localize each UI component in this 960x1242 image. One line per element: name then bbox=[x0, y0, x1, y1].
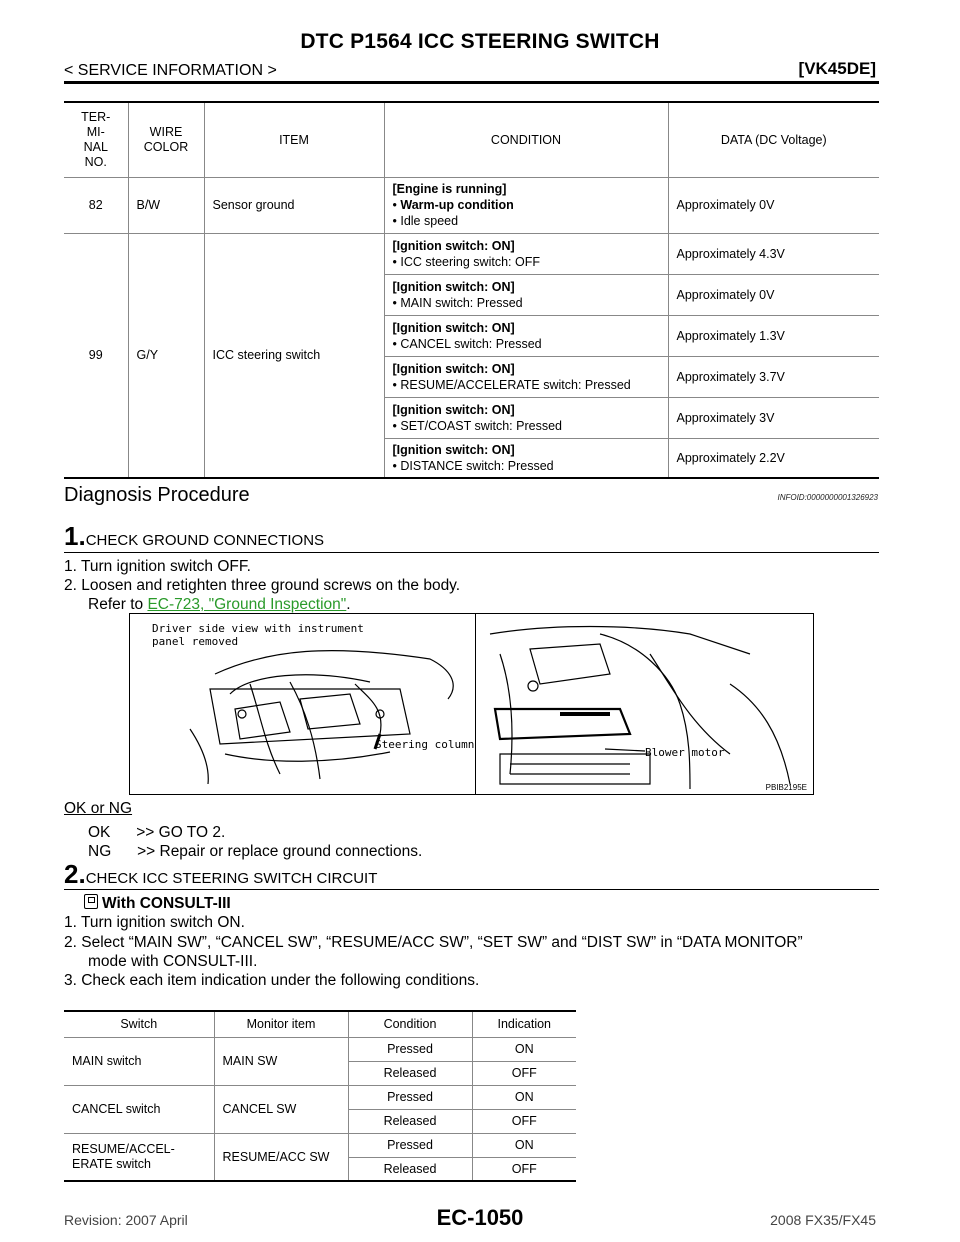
table-row bbox=[64, 233, 879, 274]
ng-result: NG >> Repair or replace ground connections. bbox=[88, 843, 423, 860]
condition-bullet: • ICC steering switch: OFF bbox=[392, 254, 540, 269]
condition-bullet-text: DISTANCE switch: Pressed bbox=[400, 458, 554, 473]
ok-ng-label: OK or NG bbox=[64, 800, 133, 817]
figure-code: PBIB2195E bbox=[765, 783, 807, 792]
item-cell: Sensor ground bbox=[204, 177, 384, 233]
condition-cell bbox=[384, 438, 668, 478]
figure-label-driver-side: Driver side view with instrument panel removed bbox=[152, 622, 364, 648]
monitor-cell: RESUME/ACC SW bbox=[214, 1133, 348, 1181]
data-cell: Approximately 3.7V bbox=[668, 356, 879, 397]
condition-cell: Pressed bbox=[348, 1133, 472, 1157]
condition-bullet-text: SET/COAST switch: Pressed bbox=[400, 418, 562, 433]
condition-bullet-text: ICC steering switch: OFF bbox=[400, 254, 540, 269]
data-cell: Approximately 4.3V bbox=[668, 233, 879, 274]
step-1-instruction: 2. Loosen and retighten three ground screws on the body. bbox=[64, 577, 461, 594]
refer-line bbox=[88, 595, 351, 614]
condition-cell bbox=[384, 397, 668, 438]
condition-cell: Pressed bbox=[348, 1085, 472, 1109]
data-cell: Approximately 3V bbox=[668, 397, 879, 438]
header-condition: CONDITION bbox=[384, 102, 668, 177]
condition-heading: [Ignition switch: ON] bbox=[392, 238, 515, 253]
condition-cell bbox=[384, 315, 668, 356]
step-2-heading bbox=[64, 859, 377, 890]
step-title: CHECK GROUND CONNECTIONS bbox=[85, 532, 325, 549]
data-cell: Approximately 1.3V bbox=[668, 315, 879, 356]
table-row bbox=[64, 1133, 576, 1157]
terminal-cell: 82 bbox=[64, 177, 128, 233]
switch-cell: CANCEL switch bbox=[64, 1085, 214, 1133]
condition-cell bbox=[384, 274, 668, 315]
condition-cell: Pressed bbox=[348, 1037, 472, 1061]
condition-bullet: • SET/COAST switch: Pressed bbox=[392, 418, 562, 433]
header-monitor-item: Monitor item bbox=[214, 1011, 348, 1037]
condition-heading: [Ignition switch: ON] bbox=[392, 361, 515, 376]
wire-cell: G/Y bbox=[128, 233, 204, 478]
condition-cell bbox=[384, 356, 668, 397]
step-number: 2. bbox=[64, 859, 86, 889]
condition-cell: Released bbox=[348, 1157, 472, 1181]
header-data: DATA (DC Voltage) bbox=[668, 102, 879, 177]
switch-cell: MAIN switch bbox=[64, 1037, 214, 1085]
consult-icon bbox=[84, 894, 98, 909]
wire-cell: B/W bbox=[128, 177, 204, 233]
condition-bullet-text: MAIN switch: Pressed bbox=[400, 295, 523, 310]
monitor-table bbox=[64, 1010, 576, 1182]
monitor-cell: MAIN SW bbox=[214, 1037, 348, 1085]
figure-divider bbox=[475, 614, 476, 794]
terminal-table bbox=[64, 101, 879, 479]
monitor-table-header bbox=[64, 1011, 576, 1037]
step-2-instruction: 2. Select “MAIN SW”, “CANCEL SW”, “RESUME/ACC SW”, “SET SW” and “DIST SW” in “DATA MONITOR” bbox=[64, 934, 803, 951]
condition-bullet: • DISTANCE switch: Pressed bbox=[392, 458, 554, 473]
consult-label: With CONSULT-III bbox=[102, 895, 231, 912]
engine-code: [VK45DE] bbox=[798, 59, 876, 78]
section-title: Diagnosis Procedure bbox=[64, 484, 250, 506]
ground-screw-figure bbox=[129, 613, 814, 795]
header-item: ITEM bbox=[204, 102, 384, 177]
condition-bullet-text: Idle speed bbox=[400, 214, 459, 228]
condition-bullet: • Warm-up condition bbox=[392, 198, 514, 212]
condition-heading: [Ignition switch: ON] bbox=[392, 279, 515, 294]
page-number: EC-1050 bbox=[436, 1205, 524, 1230]
condition-bullet: • MAIN switch: Pressed bbox=[392, 295, 523, 310]
header-terminal: TER- MI- NAL NO. bbox=[81, 109, 111, 169]
refer-prefix: Refer to bbox=[88, 596, 148, 613]
figure-drawing bbox=[130, 614, 813, 794]
revision: Revision: 2007 April bbox=[64, 1212, 188, 1228]
indication-cell: ON bbox=[472, 1037, 576, 1061]
condition-heading: [Ignition switch: ON] bbox=[392, 402, 515, 417]
step-2-instruction: mode with CONSULT-III. bbox=[88, 953, 258, 970]
condition-heading: [Ignition switch: ON] bbox=[392, 320, 515, 335]
consult-line bbox=[64, 894, 231, 913]
header-indication: Indication bbox=[497, 1017, 551, 1032]
ok-result: OK >> GO TO 2. bbox=[88, 824, 226, 841]
ground-inspection-link[interactable]: EC-723, "Ground Inspection" bbox=[147, 596, 347, 613]
step-2-instruction: 1. Turn ignition switch ON. bbox=[64, 914, 245, 931]
model: 2008 FX35/FX45 bbox=[770, 1212, 876, 1228]
page-title: DTC P1564 ICC STEERING SWITCH bbox=[300, 30, 660, 53]
step-number: 1. bbox=[64, 521, 86, 551]
condition-cell bbox=[384, 177, 668, 233]
table-row bbox=[64, 1085, 576, 1109]
section-label: < SERVICE INFORMATION > bbox=[64, 62, 277, 79]
table-row bbox=[64, 177, 879, 233]
data-cell: Approximately 0V bbox=[668, 177, 879, 233]
figure-label-blower-motor: Blower motor bbox=[645, 746, 725, 759]
condition-bullet-text: Warm-up condition bbox=[400, 198, 514, 212]
condition-bullet: • Idle speed bbox=[392, 214, 459, 228]
indication-cell: ON bbox=[472, 1133, 576, 1157]
terminal-table-header bbox=[64, 102, 879, 177]
switch-cell: RESUME/ACCEL- ERATE switch bbox=[64, 1133, 214, 1181]
condition-heading: [Engine is running] bbox=[392, 182, 507, 196]
step-rule bbox=[64, 552, 879, 553]
indication-cell: OFF bbox=[472, 1157, 576, 1181]
step-1-heading bbox=[64, 521, 324, 552]
table-row bbox=[64, 1037, 576, 1061]
monitor-cell: CANCEL SW bbox=[214, 1085, 348, 1133]
step-title: CHECK ICC STEERING SWITCH CIRCUIT bbox=[85, 870, 378, 887]
condition-heading: [Ignition switch: ON] bbox=[392, 442, 515, 457]
header-wire-color: WIRE COLOR bbox=[128, 102, 204, 177]
condition-bullet: • RESUME/ACCELERATE switch: Pressed bbox=[392, 377, 631, 392]
condition-cell: Released bbox=[348, 1061, 472, 1085]
indication-cell: OFF bbox=[472, 1109, 576, 1133]
condition-cell bbox=[384, 233, 668, 274]
step-rule bbox=[64, 889, 879, 890]
figure-label-steering-column: Steering column bbox=[375, 738, 475, 751]
data-cell: Approximately 2.2V bbox=[668, 438, 879, 478]
item-cell: ICC steering switch bbox=[204, 233, 384, 478]
header-rule bbox=[64, 81, 879, 84]
condition-cell: Released bbox=[348, 1109, 472, 1133]
condition-bullet-text: RESUME/ACCELERATE switch: Pressed bbox=[400, 377, 631, 392]
condition-bullet-text: CANCEL switch: Pressed bbox=[400, 336, 542, 351]
step-1-instruction: 1. Turn ignition switch OFF. bbox=[64, 558, 251, 575]
condition-bullet: • CANCEL switch: Pressed bbox=[392, 336, 542, 351]
header-switch: Switch bbox=[64, 1011, 214, 1037]
header-condition: Condition bbox=[348, 1011, 472, 1037]
indication-cell: ON bbox=[472, 1085, 576, 1109]
data-cell: Approximately 0V bbox=[668, 274, 879, 315]
info-id: INFOID:0000000001326923 bbox=[777, 493, 878, 502]
refer-suffix: . bbox=[346, 596, 351, 613]
indication-cell: OFF bbox=[472, 1061, 576, 1085]
step-2-instruction: 3. Check each item indication under the following conditions. bbox=[64, 972, 480, 989]
terminal-cell: 99 bbox=[64, 233, 128, 478]
